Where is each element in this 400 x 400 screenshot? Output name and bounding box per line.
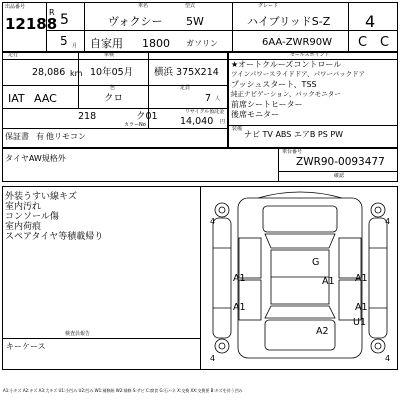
color-label: 色	[110, 85, 116, 91]
grade: ハイブリッドS-Z	[247, 15, 331, 28]
inspector-note-item: コンソール傷	[5, 212, 59, 222]
recycle-fee: 14,040	[180, 116, 214, 127]
chassis-label: 車台番号	[282, 149, 303, 155]
seats: 7	[205, 93, 212, 104]
transmission: IAT	[8, 92, 25, 105]
inspector-note-item: 室内荷痕	[5, 222, 42, 232]
recycle-unit: 円	[220, 119, 226, 125]
remote: 他リモコン	[46, 132, 86, 141]
tire-rear-left-value: 4	[210, 354, 216, 363]
type-label: 型式	[185, 3, 196, 9]
sales-point-item: ★オートクルーズコントロール	[231, 60, 342, 69]
make-label: 車名	[138, 3, 149, 9]
tire-front-right-value: 4	[385, 217, 391, 226]
seats-unit: 人	[215, 96, 221, 102]
model-year: 5	[60, 12, 69, 28]
color-number-label: カラーNo	[124, 122, 146, 128]
chassis-code: 6AA-ZWR90W	[262, 37, 333, 48]
month-unit: 月	[72, 43, 78, 49]
equipment-label: 装備	[232, 126, 243, 132]
vehicle-size: 横浜 375X214	[154, 67, 219, 78]
damage-mark-g: G	[312, 257, 320, 268]
inspection-date: 10年05月	[90, 67, 134, 78]
chassis-check-label: 確認	[334, 173, 345, 179]
model-month: 5	[60, 34, 68, 48]
damage-mark-a1: A1	[355, 302, 368, 313]
overall-score: 4	[365, 12, 376, 31]
sales-point-item: プッシュスタート、TSS	[231, 80, 317, 89]
damage-legend: A1:小キズ A2:キズ A3:大キズ U1:小凹み U2:凹み W1:補修跡 W2:補修 S:サビ C:腐食 G:石ハネ X:交換 XX:交換要 B:キズを伴う凹み	[3, 388, 243, 393]
warranty-label: 保証書	[5, 132, 29, 141]
car-name: ヴォクシー	[108, 15, 163, 28]
displacement: 1800	[142, 37, 170, 50]
year-prefix: R	[49, 8, 55, 17]
sales-point-item: 後席モニター	[231, 110, 279, 119]
mileage-label: 走行	[8, 52, 19, 58]
inspector-note-item: スペアタイヤ等積載帰り	[5, 232, 104, 242]
usage: 自家用	[90, 37, 123, 50]
tire-front-left-value: 4	[210, 217, 216, 226]
air-conditioning: AAC	[34, 92, 57, 105]
exterior-grade: C	[380, 35, 390, 50]
damage-mark-a2: A2	[316, 326, 329, 337]
tire-rear-right-value: 4	[385, 354, 391, 363]
damage-mark-a1: A1	[233, 273, 246, 284]
damage-mark-a1: A1	[233, 302, 246, 313]
weight: 218	[78, 111, 97, 122]
tire-note: タイヤAW規格外	[5, 154, 66, 163]
inspector-report-label: 検査員報告	[65, 331, 91, 337]
model-code: 5W	[186, 15, 204, 28]
lot-number: 12188	[5, 15, 58, 33]
damage-mark-a1: A1	[355, 273, 368, 284]
equipment: ナビ TV ABS エアB PS PW	[244, 130, 344, 139]
inspection-label: 車検	[104, 52, 115, 58]
inspector-note-item: 室内汚れ	[5, 202, 42, 212]
fuel: ガソリン	[186, 39, 218, 48]
damage-mark-a1: A1	[322, 276, 335, 287]
sales-point-item: ツインパワースライドドア、パワーバックドア	[231, 70, 365, 78]
inspector-note-item: 外装うすい線キズ	[5, 192, 77, 202]
chassis-number: ZWR90-0093477	[296, 156, 385, 168]
color-number: ク01	[136, 111, 158, 122]
warranty-value: 有	[36, 132, 44, 141]
lot-label: 出品番号	[5, 4, 26, 10]
color: クロ	[104, 93, 124, 104]
recycle-label: リサイクル預託金	[185, 109, 225, 115]
mileage-unit: km	[70, 69, 83, 78]
damage-mark-u1: U1	[353, 317, 366, 328]
sales-point-item: 前席シートヒーター	[231, 100, 303, 109]
key-case: キーケース	[6, 342, 46, 351]
mileage: 28,086	[32, 67, 66, 78]
sales-point-item: 純正ナビゲーション、バックモニター	[231, 90, 341, 98]
grade-label: グレード	[258, 3, 279, 9]
sales-points-title: セールスポイント	[290, 52, 330, 58]
interior-grade: C	[358, 35, 368, 50]
seats-label: 定員	[180, 85, 191, 91]
